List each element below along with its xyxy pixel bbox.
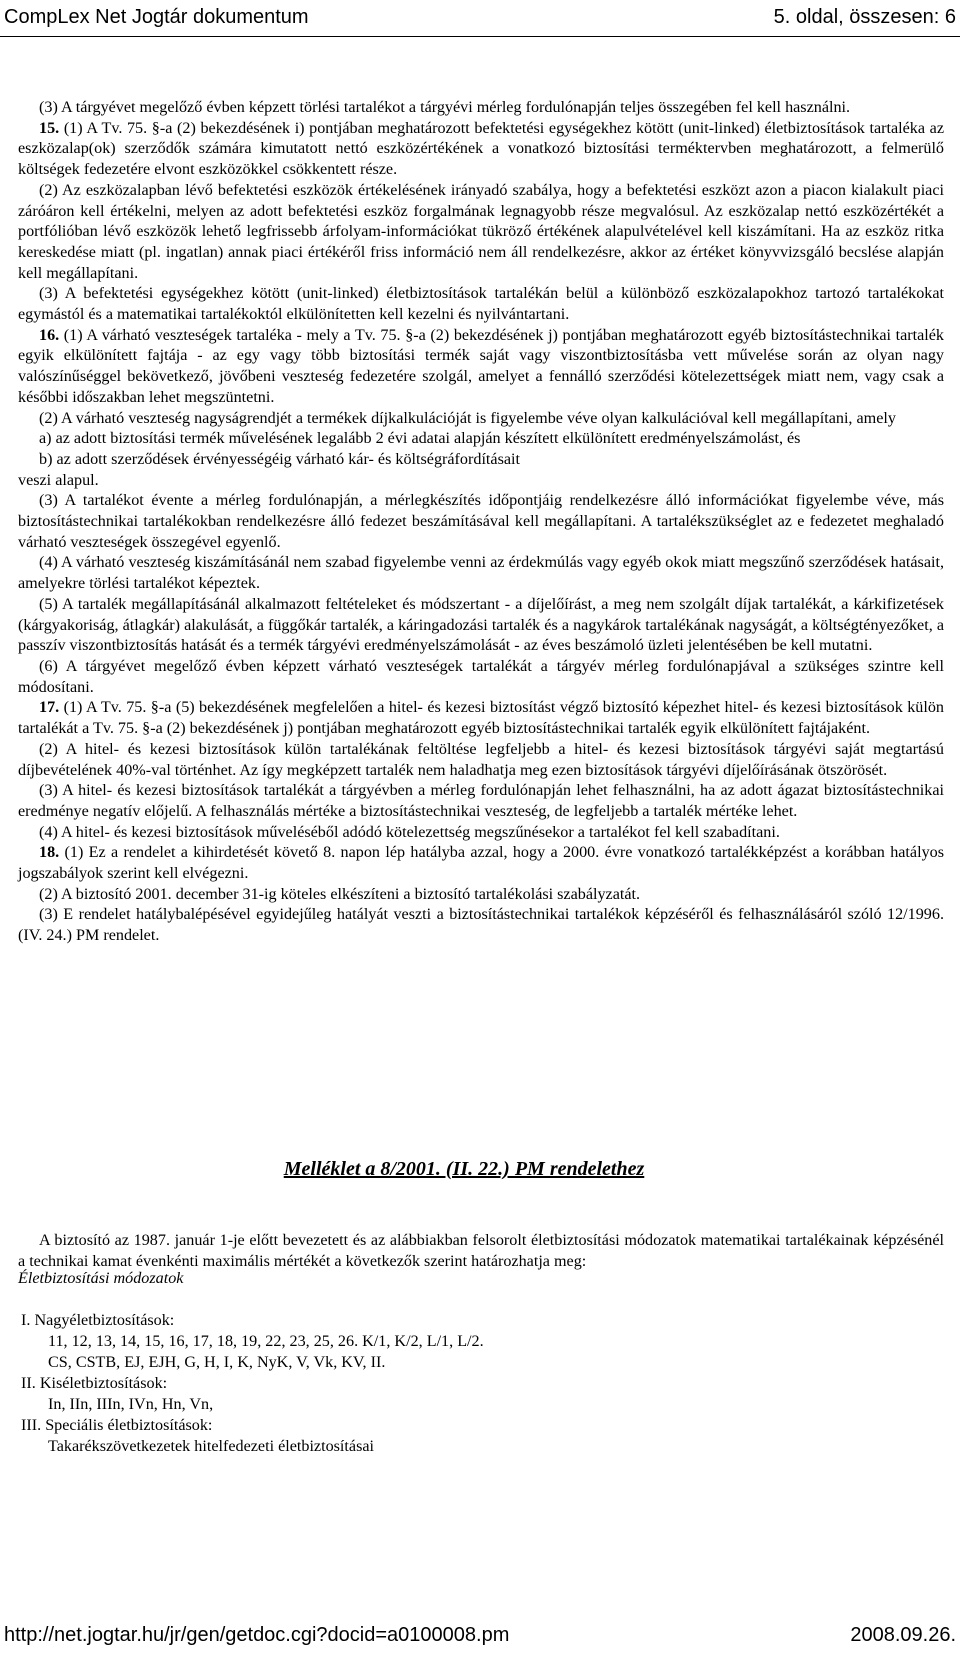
page-counter: 5. oldal, összesen: 6 bbox=[773, 6, 956, 28]
header-divider bbox=[0, 36, 960, 37]
section-number: 18. bbox=[39, 844, 60, 862]
section-15 bbox=[18, 119, 944, 181]
paragraph: (2) A biztosító 2001. december 31-ig köteles elkészíteni a biztosító tartalékolási szabályzatát. bbox=[39, 885, 641, 903]
list-item: In, IIn, IIIn, IVn, Hn, Vn, bbox=[48, 1396, 214, 1413]
section-number: 15. bbox=[39, 119, 60, 137]
list-item: II. Kiséletbiztosítások: bbox=[21, 1375, 168, 1392]
list-item: CS, CSTB, EJ, EJH, G, H, I, K, NyK, V, Vk, KV, II. bbox=[48, 1354, 386, 1371]
page-footer bbox=[0, 1620, 960, 1654]
paragraph: b) az adott szerződések érvényességéig várható kár- és költségráfordításait bbox=[39, 450, 520, 468]
paragraph: (3) A befektetési egységekhez kötött (unit-linked) életbiztosítások tartalékán belül a különböző eszközalapokhoz tartozó tartalékokat egymástól és a matematikai tartalékoktól elkülönítetten kell kezelni és nyilvántartani. bbox=[18, 285, 944, 324]
section-text: (1) Ez a rendelet a kihirdetését követő 8. napon lép hatályba azzal, hogy a 2000. évre vonatkozó tartalékképzést a korábban hatályos jogszabályok szerint kell elvégezni. bbox=[18, 844, 944, 883]
section-17 bbox=[18, 698, 944, 739]
section-16 bbox=[18, 326, 944, 409]
print-date: 2008.09.26. bbox=[850, 1624, 956, 1646]
modes-list bbox=[18, 1310, 484, 1457]
annex-intro: A biztosító az 1987. január 1-je előtt bevezetett és az alábbiakban felsorolt életbiztosítási módozatok matematikai tartalékainak képzésénél a technikai kamat évenkénti maximális mértékét a következők szerint határozhatja meg: bbox=[18, 1232, 944, 1271]
section-text: (1) A várható veszteségek tartaléka - mely a Tv. 75. §-a (2) bekezdésének j) pontjában meghatározott egyéb biztosítástechnikai tartalék egyik elkülönített fajtája - az egy vagy több biztosítási termék saját vagy viszontbiztosításba vett művelése során az olyan nagy valószínűséggel bekövetkező, jövőbeni veszteség fedezetére szolgál, amelyet a fennálló szerződési kötelezettségek miatt nem, vagy csak a későbbi időszakban lehet megszüntetni. bbox=[18, 326, 944, 406]
paragraph: (2) Az eszközalapban lévő befektetési eszközök értékelésének irányadó szabálya, hogy a befektetési eszközt azon a piacon kialakult piaci záróáron kell értékelni, melyen az adott befektetési eszköz forgalmának legnagyobb része megvalósul. Az eszközalap nettó eszközértékét a portfólióban lévő eszközök lehető legfrissebb árfolyam-információkat tükröző értékének alapulvételével kell kiszámítani. Ha az eszköz ritka kereskedése miatt (pl. ingatlan) annak piaci értékéről friss információ nem áll rendelkezésre, akkor az értéket könyvvizsgáló becslése alapján kell megállapítani. bbox=[18, 181, 944, 282]
page-header bbox=[0, 0, 960, 46]
section-number: 16. bbox=[39, 326, 60, 344]
paragraph: a) az adott biztosítási termék művelésének legalább 2 évi adatai alapján készített elkülönített eredményelszámolást, és bbox=[39, 430, 801, 448]
paragraph: (2) A hitel- és kezesi biztosítások külön tartalékának feltöltése legfeljebb a hitel- és kezesi biztosítások tárgyévi saját megtartású díjbevételének 40%-val történhet. Az így megképzett tartalék nem haladhatja meg ezen biztosítások tárgyévi díjelőírásának ötszörösét. bbox=[18, 740, 944, 779]
paragraph: (6) A tárgyévet megelőző évben képzett várható veszteségek tartalékát a tárgyév mérleg fordulónapjával a szükséges szintre kell módosítani. bbox=[18, 657, 944, 696]
paragraph: (3) A tárgyévet megelőző évben képzett törlési tartalékot a tárgyévi mérleg fordulónapján teljes összegében fel kell használni. bbox=[39, 99, 851, 116]
document-title: CompLex Net Jogtár dokumentum bbox=[4, 6, 309, 28]
list-item: I. Nagyéletbiztosítások: bbox=[21, 1312, 175, 1329]
paragraph: (2) A várható veszteség nagyságrendjét a termékek díjkalkulációját is figyelembe véve olyan kalkulációval kell megállapítani, amely bbox=[39, 409, 896, 427]
list-item: III. Speciális életbiztosítások: bbox=[21, 1417, 213, 1434]
annex-title: Melléklet a 8/2001. (II. 22.) PM rendelethez bbox=[283, 1158, 645, 1180]
list-item: 11, 12, 13, 14, 15, 16, 17, 18, 19, 22, 23, 25, 26. K/1, K/2, L/1, L/2. bbox=[48, 1333, 484, 1350]
paragraph: (3) E rendelet hatálybalépésével egyidejűleg hatályát veszti a biztosítástechnikai tartalékok képzéséről és felhasználásáról szóló 12/1996. (IV. 24.) PM rendelet. bbox=[18, 906, 944, 945]
section-text: (1) A Tv. 75. §-a (2) bekezdésének i) pontjában meghatározott befektetési egységekhez kötött (unit-linked) életbiztosítások tartaléka az eszközalap(ok) szerződők számára kimutatott nettó eszközértékének a vonatkozó biztosítási terméktervben meghatározott, a felmerülő költségek fedezetére elvont eszközökkel csökkentett része. bbox=[18, 119, 944, 179]
paragraph: (5) A tartalék megállapításánál alkalmazott feltételeket és módszertant - a díjelőírást, a meg nem szolgált díjak tartalékát, a kárkifizetések (kárgyakoriság, átlagkár) alakulását, a függőkár tartalék, a káringadozási tartalék és a nagykárok tartalékának nagyságát, a költségtényezőket, a passzív viszontbiztosítás hatását és a termék tárgyévi eredményelszámolását - az éves beszámoló üzleti jelentésében be kell mutatni. bbox=[18, 595, 944, 655]
document-url[interactable]: http://net.jogtar.hu/jr/gen/getdoc.cgi?docid=a0100008.pm bbox=[4, 1624, 510, 1646]
paragraph: (3) A tartalékot évente a mérleg fordulónapján, a mérlegkészítés időpontjáig rendelkezésre álló információkat figyelembe véve, más biztosítástechnikai tartalékokban rendelkezésre álló fedezet beszámításával kell megállapítani. A tartalékszükséglet az e fedezetet meghaladó várható veszteségek összegével egyenlő. bbox=[18, 492, 944, 551]
paragraph: (4) A várható veszteség kiszámításánál nem szabad figyelembe venni az érdekmúlás vagy egyéb okok miatt megszűnő szerződések hatásait, amelyekre törlési tartalékot képeztek. bbox=[18, 554, 944, 593]
section-18 bbox=[18, 843, 944, 884]
paragraph: (3) A hitel- és kezesi biztosítások tartalékát a tárgyévben a mérleg fordulónapján lehet felhasználni, ha az adott ágazat biztosítástechnikai eredménye negatív előjelű. A felhasználás mértéke a biztosítástechnikai veszteség, de legfeljebb a tartalék mértéke lehet. bbox=[18, 782, 944, 820]
section-text: (1) A Tv. 75. §-a (5) bekezdésének megfelelően a hitel- és kezesi biztosítást végző biztosító képezhet hitel- és kezesi biztosítások külön tartalékát a Tv. 75. §-a (2) bekezdésének j) pontjában meghatározott egyéb biztosítástechnikai tartalék egyik elkülönített fajtájaként. bbox=[18, 699, 944, 738]
document-body bbox=[18, 98, 944, 947]
modes-heading: Életbiztosítási módozatok bbox=[18, 1270, 184, 1287]
list-item: Takarékszövetkezetek hitelfedezeti életbiztosításai bbox=[48, 1438, 374, 1455]
paragraph: veszi alapul. bbox=[18, 471, 99, 489]
paragraph: (4) A hitel- és kezesi biztosítások műveléséből adódó kötelezettség megszűnésekor a tartalékot fel kell szabadítani. bbox=[39, 823, 780, 841]
section-number: 17. bbox=[39, 699, 60, 717]
